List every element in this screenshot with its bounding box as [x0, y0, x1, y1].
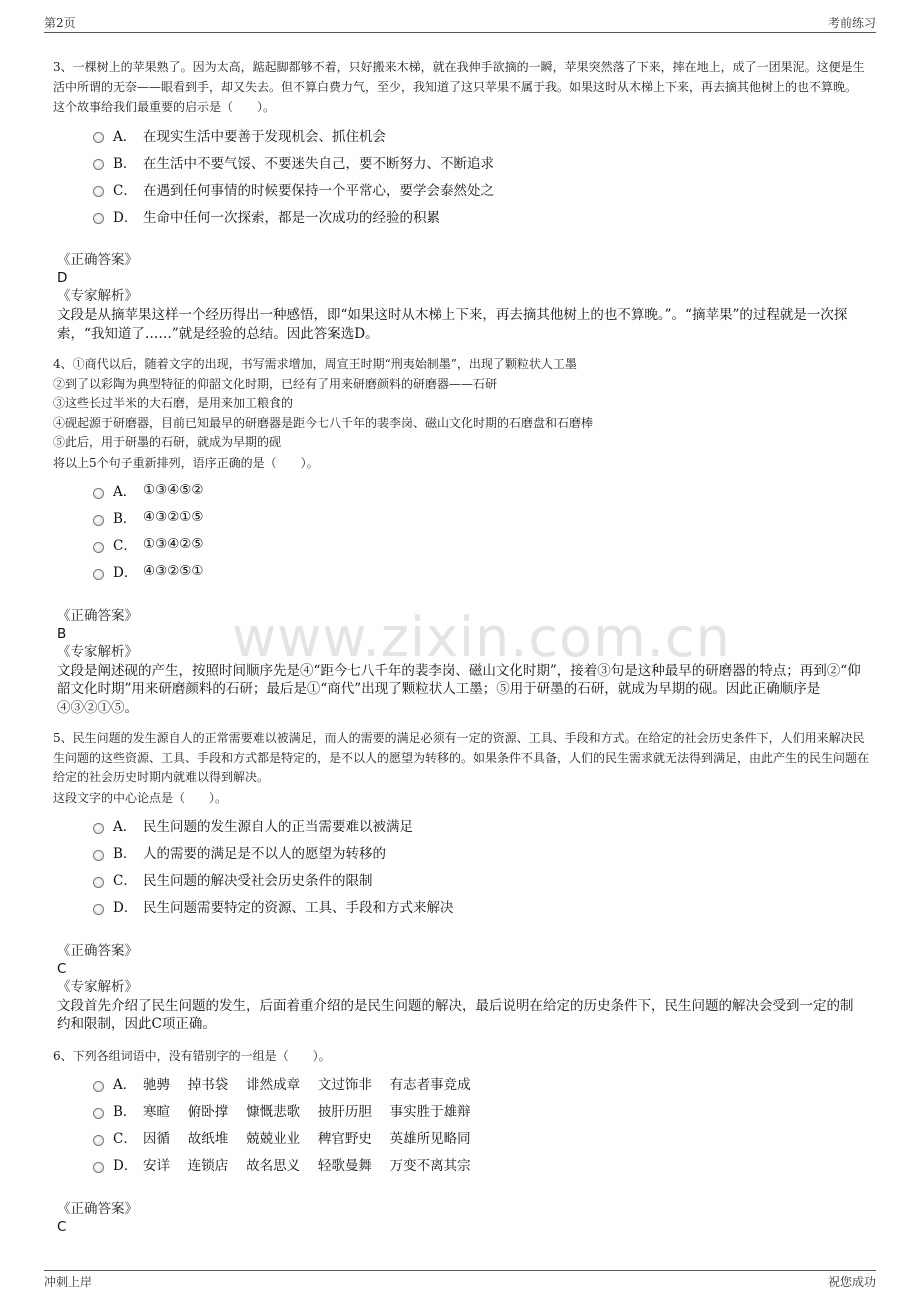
answer-block [57, 251, 871, 343]
option-d[interactable] [93, 202, 871, 229]
option-letter: B． [113, 1104, 137, 1120]
option-letter: D． [113, 1158, 138, 1174]
option-letter: C． [113, 1131, 137, 1147]
option-c[interactable] [93, 866, 871, 893]
watermark: www.zixin.com.cn [232, 606, 731, 669]
option-letter: B． [113, 155, 137, 172]
question-stem-line: ⑤此后，用于研墨的石研，就成为早期的砚 [53, 435, 282, 449]
radio-icon[interactable] [93, 850, 104, 861]
radio-icon[interactable] [93, 569, 104, 580]
option-b[interactable] [93, 839, 871, 866]
answer-value: D [57, 270, 68, 286]
option-text: ④③②①⑤ [143, 509, 204, 525]
option-a[interactable] [93, 1070, 871, 1097]
option-list [93, 121, 871, 229]
option-text: 在生活中不要气馁、不要迷失自己，要不断努力、不断追求 [143, 155, 494, 172]
option-letter: B． [113, 846, 137, 862]
question-stem-line: ③这些长过半米的大石磨，是用来加工粮食的 [53, 396, 294, 410]
footer-right-text: 祝您成功 [827, 1275, 876, 1289]
header-title: 考前练习 [827, 16, 876, 30]
option-text: 生命中任何一次探索，都是一次成功的经验的积累 [143, 209, 440, 226]
option-text: 在遇到任何事情的时候要保持一个平常心，要学会泰然处之 [143, 182, 494, 199]
option-c[interactable] [93, 531, 871, 558]
question-5 [53, 729, 871, 1034]
option-text: ①③④②⑤ [143, 536, 204, 552]
option-list [93, 812, 871, 920]
analysis-text: 文段首先介绍了民生问题的发生，后面着重介绍的是民生问题的解决，最后说明在给定的历史条件下，民生问题的解决会受到一定的制约和限制，因此C项正确。 [57, 997, 854, 1032]
page-header [44, 14, 876, 33]
option-text: 民生问题的发生源自人的正当需要难以被满足 [143, 819, 413, 835]
option-d[interactable] [93, 893, 871, 920]
radio-icon[interactable] [93, 515, 104, 526]
option-b[interactable] [93, 504, 871, 531]
question-prompt: 将以上5个句子重新排列，语序正确的是（ ）。 [53, 455, 319, 470]
answer-block [57, 1200, 871, 1236]
option-text: ④③②⑤① [143, 563, 204, 579]
radio-icon[interactable] [93, 823, 104, 834]
answer-value: C [57, 960, 67, 977]
option-letter: D． [113, 900, 138, 916]
radio-icon[interactable] [93, 213, 104, 224]
question-stem-line: 4、①商代以后，随着文字的出现，书写需求增加，周宣王时期“刑夷始制墨”，出现了颗粒状人工墨 [53, 357, 577, 371]
option-c[interactable] [93, 1124, 871, 1151]
page-number: 第2页 [44, 16, 76, 30]
option-letter: A． [113, 1077, 137, 1093]
option-text: 民生问题需要特定的资源、工具、手段和方式来解决 [143, 900, 454, 916]
question-prompt: 这个故事给我们最重要的启示是（ ）。 [53, 100, 276, 114]
option-list [93, 477, 871, 585]
question-4 [53, 355, 871, 717]
answer-block [57, 607, 871, 718]
question-stem: 5、民生问题的发生源自人的正常需要难以被满足，而人的需要的满足必须有一定的资源、工具、手段和方式。在给定的社会历史条件下，人们用来解决民生问题的这些资源、工具、手段和方式都是特定的，是不以人的愿望为转移的。如果条件不具备，人们的民生需求就无法得到满足，由此产生的民生问题在给定的社会历史时期内就难以得到解决。 [53, 731, 870, 784]
page-footer [44, 1270, 876, 1291]
answer-title: 《正确答案》 [57, 607, 138, 624]
question-prompt: 这段文字的中心论点是（ ）。 [53, 790, 228, 805]
radio-icon[interactable] [93, 186, 104, 197]
option-letter: A． [113, 819, 137, 835]
radio-icon[interactable] [93, 1108, 104, 1119]
option-c[interactable] [93, 175, 871, 202]
option-a[interactable] [93, 477, 871, 504]
analysis-title: 《专家解析》 [57, 978, 138, 995]
option-text: 因循 故纸堆 兢兢业业 稗官野史 英雄所见略同 [143, 1131, 471, 1147]
option-letter: C． [113, 182, 137, 199]
option-text: 在现实生活中要善于发现机会、抓住机会 [143, 128, 386, 145]
question-stem: 3、一棵树上的苹果熟了。因为太高，踮起脚都够不着，只好搬来木梯，就在我伸手欲摘的一瞬，苹果突然落了下来，摔在地上，成了一团果泥。这便是生活中所谓的无奈——眼看到手，却又失去。但不算白费力气，至少，我知道了这只苹果不属于我。如果这时从木梯上下来，再去摘其他树上的也不算晚。 [53, 60, 865, 94]
option-a[interactable] [93, 121, 871, 148]
analysis-text: 文段是阐述砚的产生，按照时间顺序先是④“距今七八千年的裴李岗、磁山文化时期”，接着③句是这种最早的研磨器的特点；再到②“仰韶文化时期”用来研磨颜料的石研；最后是①“商代”出现了颗粒状人工墨；⑤用于研墨的石研，就成为早期的砚。因此正确顺序是④③②①⑤。 [57, 662, 861, 716]
analysis-text: 文段是从摘苹果这样一个经历得出一种感悟，即“如果这时从木梯上下来，再去摘其他树上的也不算晚。”。“摘苹果”的过程就是一次探索，“我知道了……”就是经验的总结。因此答案选D。 [57, 307, 848, 342]
option-d[interactable] [93, 1151, 871, 1178]
footer-left-text: 冲刺上岸 [44, 1275, 93, 1289]
option-text: 人的需要的满足是不以人的愿望为转移的 [143, 846, 386, 862]
option-b[interactable] [93, 148, 871, 175]
question-stem-line: ②到了以彩陶为典型特征的仰韶文化时期，已经有了用来研磨颜料的研磨器——石研 [53, 376, 498, 391]
option-b[interactable] [93, 1097, 871, 1124]
answer-title: 《正确答案》 [57, 1200, 138, 1217]
radio-icon[interactable] [93, 904, 104, 915]
option-d[interactable] [93, 558, 871, 585]
question-3 [53, 58, 871, 343]
analysis-title: 《专家解析》 [57, 643, 138, 660]
question-prompt: 6、下列各组词语中，没有错别字的一组是（ ）。 [53, 1048, 331, 1063]
radio-icon[interactable] [93, 1162, 104, 1173]
question-stem-line: ④砚起源于研磨器，目前已知最早的研磨器是距今七八千年的裴李岗、磁山文化时期的石磨盘和石磨棒 [53, 415, 594, 430]
answer-value: B [57, 625, 67, 642]
radio-icon[interactable] [93, 159, 104, 170]
option-letter: C． [113, 873, 137, 889]
answer-block [57, 942, 871, 1034]
radio-icon[interactable] [93, 1081, 104, 1092]
radio-icon[interactable] [93, 132, 104, 143]
option-text: 驰骋 掉书袋 诽然成章 文过饰非 有志者事竞成 [143, 1077, 471, 1093]
option-text: 寒暄 俯卧撑 慷慨悲歌 披肝历胆 事实胜于雄辩 [143, 1104, 471, 1120]
answer-value: C [57, 1218, 67, 1235]
option-letter: B． [113, 511, 137, 527]
option-list [93, 1070, 871, 1178]
option-letter: A． [113, 128, 137, 145]
option-text: 安详 连锁店 故名思义 轻歌曼舞 万变不离其宗 [143, 1158, 471, 1174]
radio-icon[interactable] [93, 877, 104, 888]
radio-icon[interactable] [93, 1135, 104, 1146]
option-text: ①③④⑤② [143, 482, 204, 498]
answer-title: 《正确答案》 [57, 942, 138, 959]
radio-icon[interactable] [93, 542, 104, 553]
option-a[interactable] [93, 812, 871, 839]
radio-icon[interactable] [93, 488, 104, 499]
option-letter: D． [113, 565, 138, 581]
question-6 [53, 1047, 871, 1236]
analysis-title: 《专家解析》 [57, 288, 138, 304]
option-letter: C． [113, 538, 137, 554]
option-letter: A． [113, 484, 137, 500]
answer-title: 《正确答案》 [57, 252, 138, 268]
option-text: 民生问题的解决受社会历史条件的限制 [143, 873, 373, 889]
option-letter: D． [113, 209, 138, 226]
question-list [53, 58, 871, 1236]
